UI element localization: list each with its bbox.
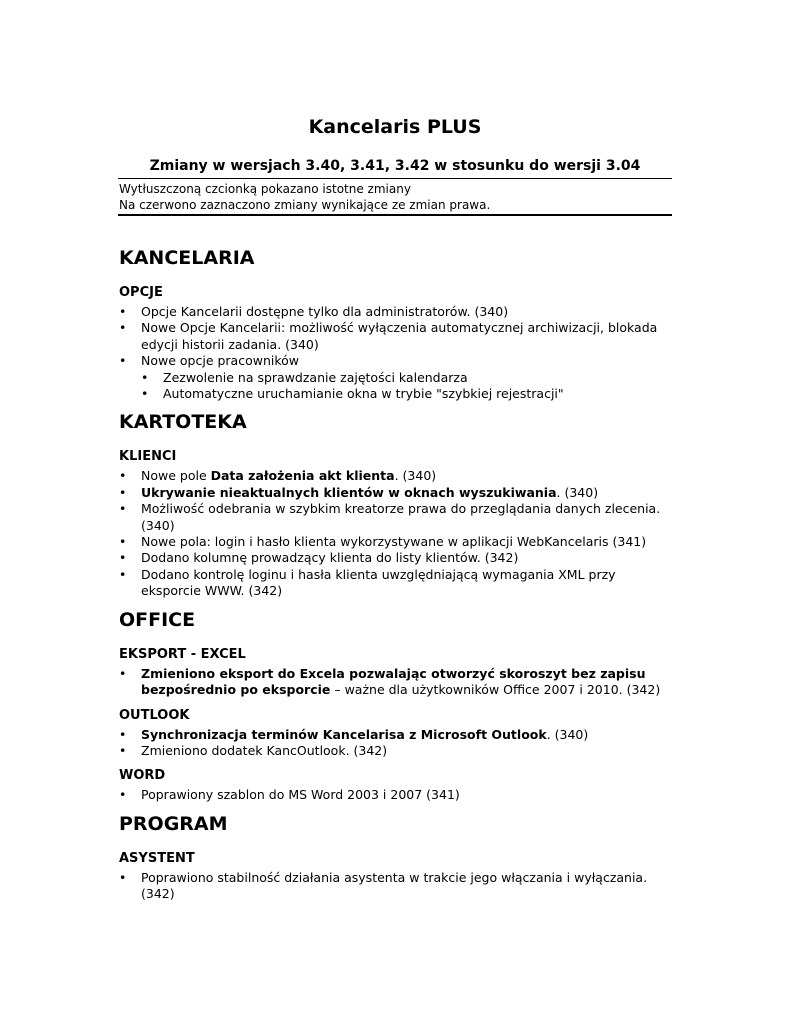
subsection-outlook [119, 707, 671, 760]
list-item: • Nowe Opcje Kancelarii: możliwość wyłączenia automatycznej archiwizacji, blokada edycji historii zadania. (340) [119, 320, 671, 353]
bullet-list [119, 787, 671, 803]
list-item: • Poprawiony szablon do MS Word 2003 i 2007 (341) [119, 787, 671, 803]
section-kancelaria [119, 246, 671, 402]
section-office [119, 608, 671, 804]
list-item: • Dodano kontrolę loginu i hasła klienta uwzględniającą wymagania XML przy eksporcie WWW. (342) [119, 567, 671, 600]
document-body [119, 246, 671, 911]
subsection-heading: ASYSTENT [119, 850, 195, 866]
note-bold-legend: Wytłuszczoną czcionką pokazano istotne zmiany [119, 182, 411, 196]
item-text: . (340) [556, 484, 599, 500]
subsection-klienci [119, 448, 671, 599]
item-text: Nowe pole [141, 468, 211, 484]
list-item: • Zezwolenie na sprawdzanie zajętości kalendarza [119, 370, 671, 386]
list-item: • Nowe pola: login i hasło klienta wykorzystywane w aplikacji WebKancelaris (341) [119, 534, 671, 550]
section-program [119, 812, 671, 903]
subsection-heading: KLIENCI [119, 449, 177, 465]
list-item [119, 468, 671, 484]
list-item: • Automatyczne uruchamianie okna w trybie "szybkiej rejestracji" [119, 386, 671, 402]
list-item: • Opcje Kancelarii dostępne tylko dla administratorów. (340) [119, 304, 671, 320]
subsection-heading: OPCJE [119, 285, 163, 300]
subsection-word [119, 767, 671, 803]
document-title: Kancelaris PLUS [308, 116, 482, 138]
item-bold-text: Data założenia akt klienta [210, 468, 395, 484]
bullet-list [119, 468, 671, 599]
subsection-heading: EKSPORT - EXCEL [119, 646, 246, 662]
subsection-heading: WORD [119, 768, 166, 784]
list-item: • Możliwość odebrania w szybkim kreatorze prawa do przeglądania danych zlecenia. (340) [119, 501, 671, 534]
item-text: . (340) [546, 726, 589, 742]
list-item: • Nowe opcje pracowników [119, 353, 671, 369]
subsection-opcje [119, 284, 671, 402]
section-heading: KANCELARIA [119, 247, 255, 269]
document-subtitle: Zmiany w wersjach 3.40, 3.41, 3.42 w stosunku do wersji 3.04 [149, 158, 641, 174]
item-bold-text: Ukrywanie nieaktualnych klientów w oknach wyszukiwania [141, 484, 557, 500]
note-red-legend: Na czerwono zaznaczono zmiany wynikające ze zmian prawa. [119, 198, 491, 212]
list-item: • Dodano kolumnę prowadzący klienta do listy klientów. (342) [119, 550, 671, 566]
section-heading: OFFICE [119, 608, 196, 631]
subsection-heading: OUTLOOK [119, 707, 190, 723]
nested-bullet-list [119, 370, 671, 403]
item-text: – ważne dla użytkowników Office 2007 i 2010. (342) [330, 682, 661, 698]
subsection-asystent [119, 850, 671, 903]
notes-rule [118, 214, 672, 216]
section-heading: PROGRAM [119, 812, 228, 835]
subsection-eksport-excel [119, 646, 671, 699]
bullet-list [119, 666, 671, 699]
list-item: • Zmieniono dodatek KancOutlook. (342) [119, 743, 671, 759]
item-text: . (340) [394, 468, 437, 484]
item-bold-text: Synchronizacja terminów Kancelarisa z Microsoft Outlook [141, 726, 547, 742]
list-item: • Poprawiono stabilność działania asystenta w trakcie jego włączania i wyłączania. (342) [119, 870, 671, 903]
bullet-list [119, 727, 671, 760]
list-item [119, 727, 671, 743]
item-bold-text: Zmieniono eksport do Excela pozwalając otworzyć skoroszyt bez zapisu bezpośrednio po eksporcie [141, 665, 646, 698]
list-item [119, 666, 671, 699]
list-item [119, 485, 671, 501]
section-heading: KARTOTEKA [119, 411, 247, 434]
bullet-list [119, 870, 671, 903]
bullet-list [119, 304, 671, 370]
subtitle-rule [118, 178, 672, 179]
section-kartoteka [119, 410, 671, 599]
